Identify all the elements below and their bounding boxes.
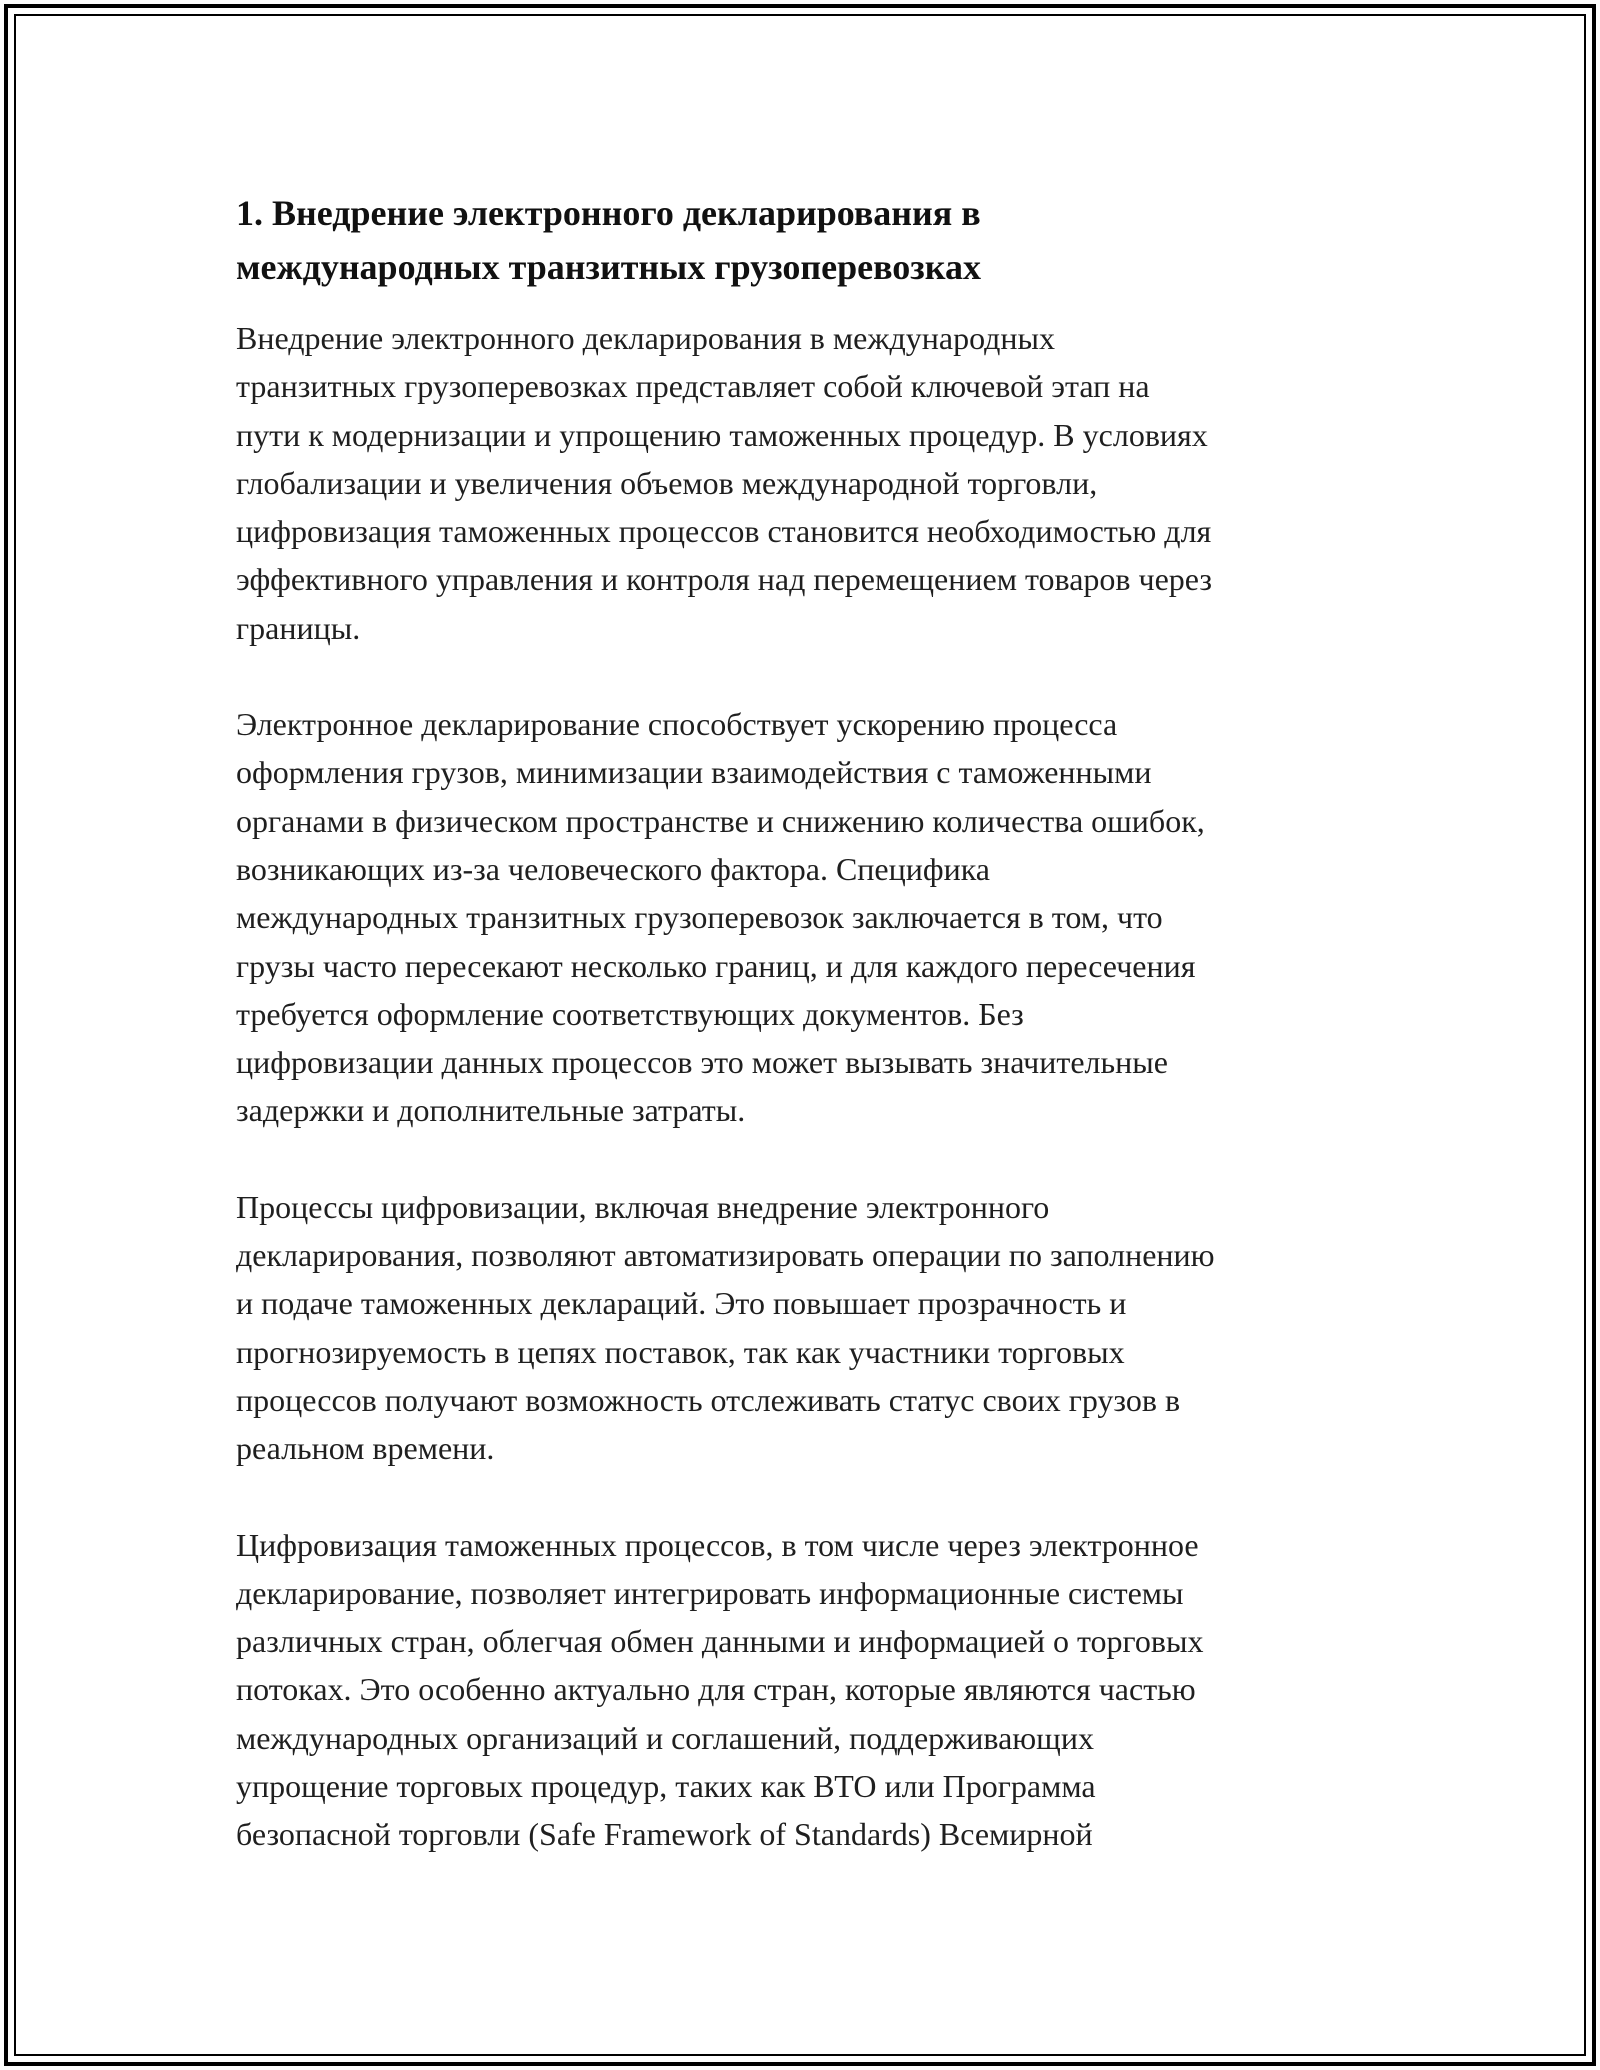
text-line: пути к модернизации и упрощению таможенных процедур. В условиях [236, 416, 1208, 453]
section-heading [236, 186, 1386, 294]
text-line: глобализации и увеличения объемов международной торговли, [236, 464, 1098, 501]
text-line: безопасной торговли (Safe Framework of Standards) Всемирной [236, 1816, 1093, 1853]
heading-line: 1. Внедрение электронного декларирования в [236, 193, 981, 233]
text-line: возникающих из-за человеческого фактора. Специфика [236, 850, 990, 887]
text-line: границы. [236, 609, 361, 646]
text-line: требуется оформление соответствующих документов. Без [236, 995, 1024, 1032]
text-line: эффективного управления и контроля над перемещением товаров через [236, 561, 1213, 598]
text-line: цифровизация таможенных процессов становится необходимостью для [236, 513, 1212, 550]
text-line: международных транзитных грузоперевозок заключается в том, что [236, 899, 1163, 936]
text-line: декларирования, позволяют автоматизировать операции по заполнению [236, 1237, 1215, 1274]
text-line: грузы часто пересекают несколько границ, и для каждого пересечения [236, 947, 1196, 984]
paragraph-2 [236, 700, 1386, 1135]
text-line: процессов получают возможность отслеживать статус своих грузов в [236, 1381, 1181, 1418]
text-line: Внедрение электронного декларирования в международных [236, 320, 1056, 356]
text-line: упрощение торговых процедур, таких как ВТО или Программа [236, 1768, 1096, 1805]
text-line: транзитных грузоперевозках представляет собой ключевой этап на [236, 368, 1150, 405]
paragraph-4 [236, 1521, 1386, 1859]
text-line: оформления грузов, минимизации взаимодействия с таможенными [236, 754, 1152, 791]
text-line: международных организаций и соглашений, поддерживающих [236, 1719, 1094, 1756]
paragraph-1 [236, 314, 1386, 652]
text-line: потоках. Это особенно актуально для стран, которые являются частью [236, 1671, 1196, 1708]
text-line: различных стран, облегчая обмен данными и информацией о торговых [236, 1623, 1204, 1660]
text-line: и подаче таможенных деклараций. Это повышает прозрачность и [236, 1285, 1127, 1322]
text-line: задержки и дополнительные затраты. [236, 1092, 746, 1129]
text-line: Процессы цифровизации, включая внедрение электронного [236, 1188, 1050, 1225]
heading-line: международных транзитных грузоперевозках [236, 247, 981, 287]
text-line: Цифровизация таможенных процессов, в том числе через электронное [236, 1526, 1199, 1563]
document-content [236, 186, 1386, 1907]
text-line: Электронное декларирование способствует ускорению процесса [236, 706, 1118, 743]
text-line: реальном времени. [236, 1430, 495, 1467]
paragraph-3 [236, 1183, 1386, 1473]
text-line: цифровизации данных процессов это может вызывать значительные [236, 1044, 1168, 1081]
text-line: декларирование, позволяет интегрировать информационные системы [236, 1574, 1184, 1611]
text-line: прогнозируемость в цепях поставок, так как участники торговых [236, 1333, 1125, 1370]
text-line: органами в физическом пространстве и снижению количества ошибок, [236, 802, 1205, 839]
body-text [236, 314, 1386, 1859]
